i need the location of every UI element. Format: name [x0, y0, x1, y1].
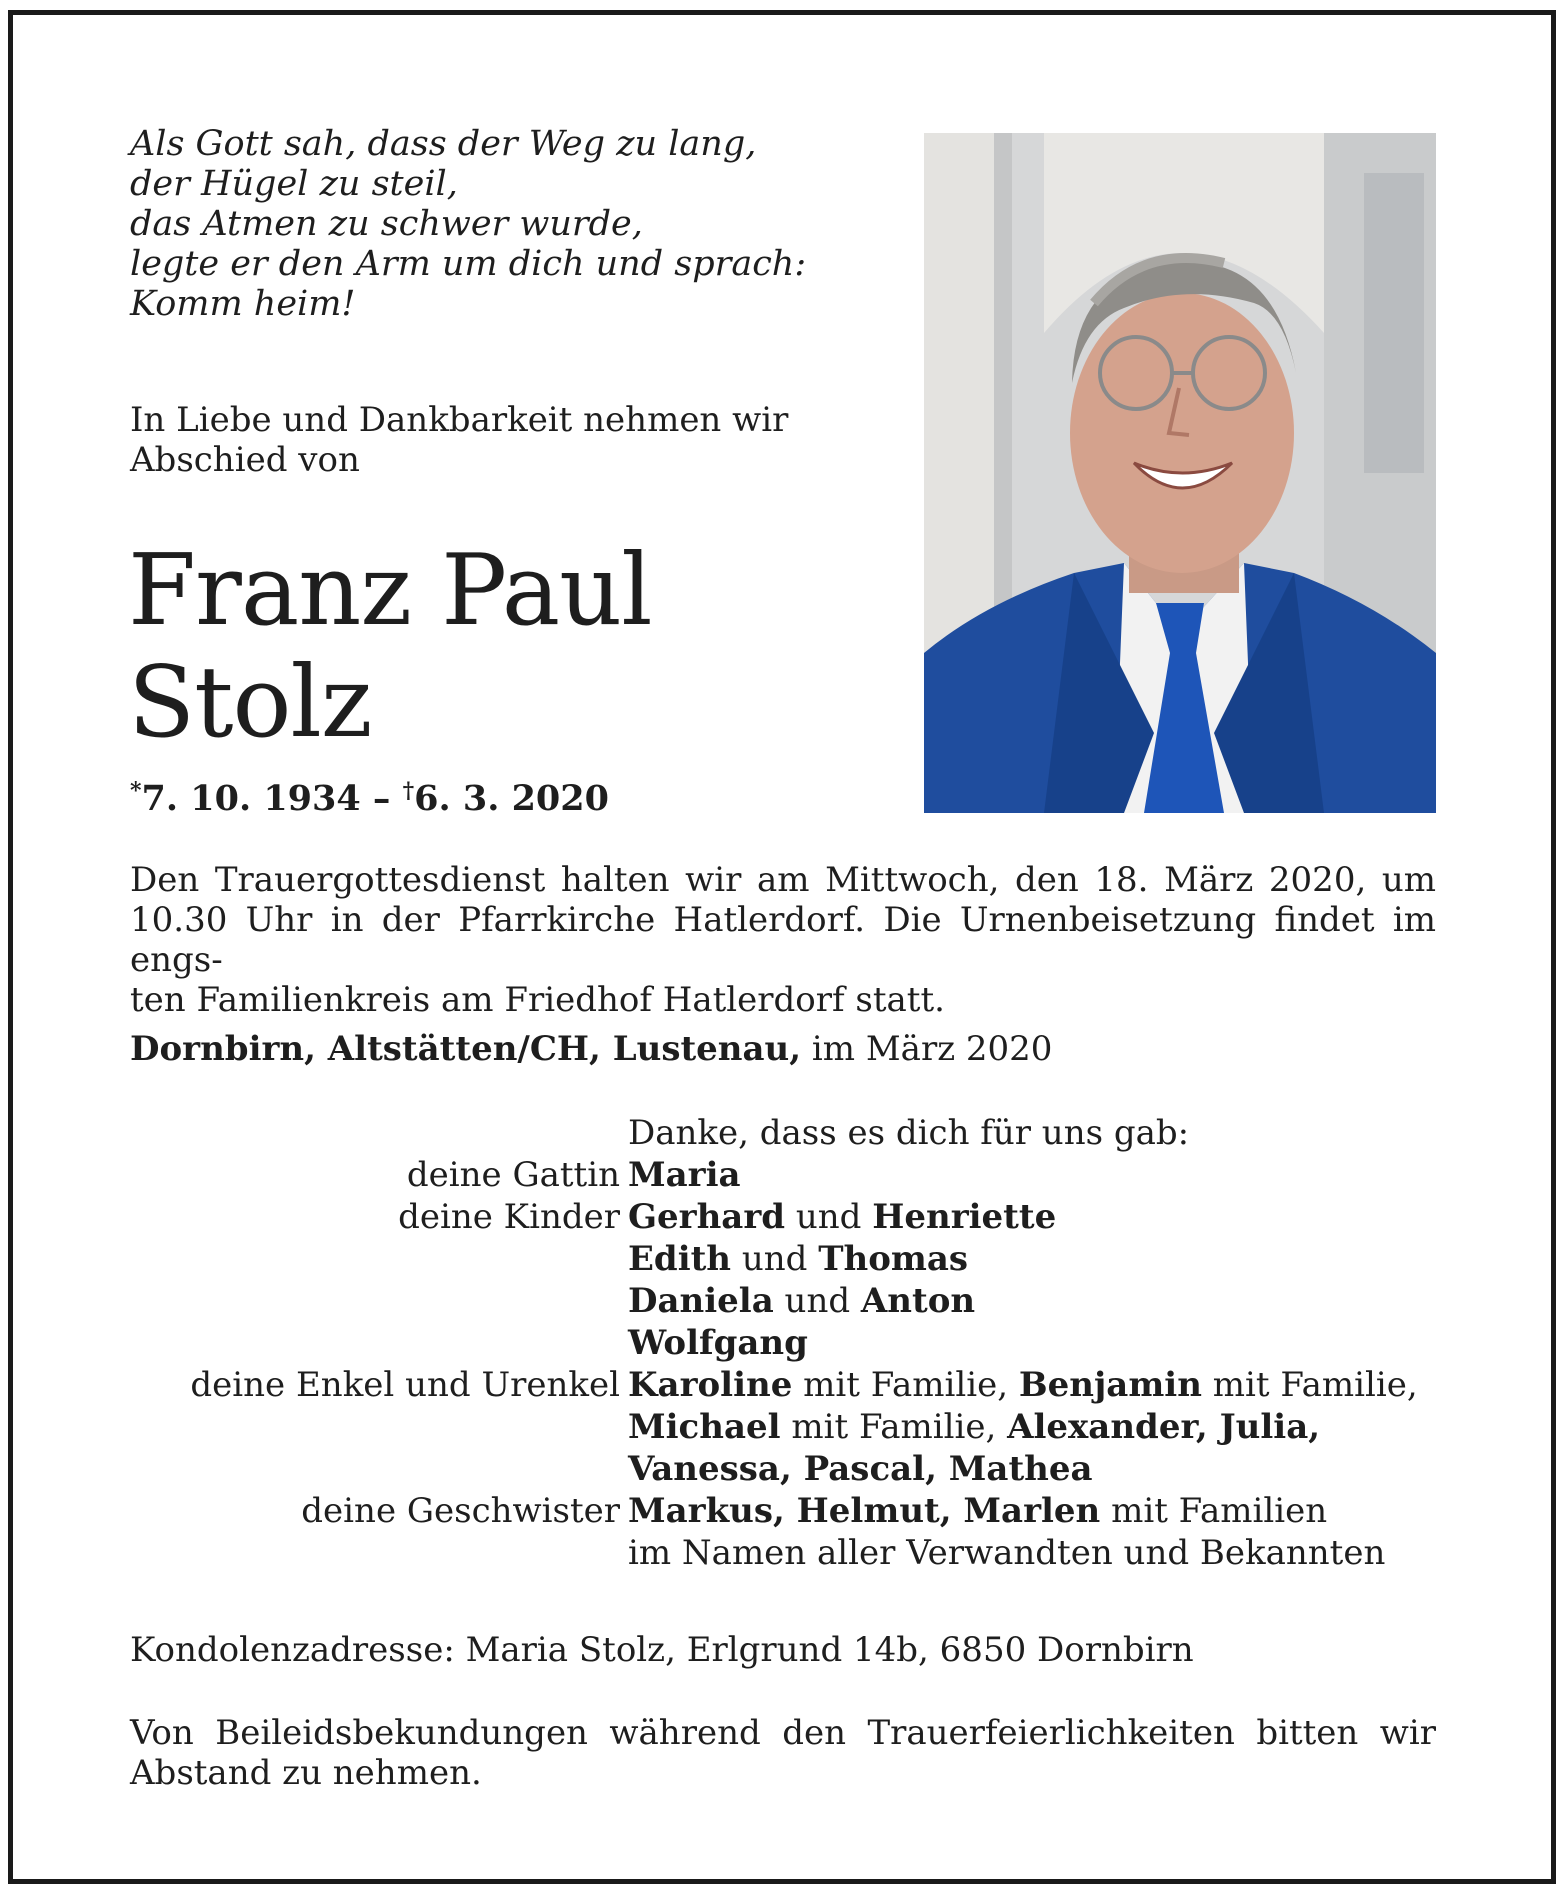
- deceased-name: [128, 535, 652, 759]
- connector: mit Familie,: [792, 1365, 1019, 1405]
- name-bold: Henriette: [872, 1197, 1057, 1237]
- kinder-row: [628, 1196, 1056, 1238]
- request-paragraph: [130, 1713, 1436, 1793]
- condolence-address: Kondolenzadresse: Maria Stolz, Erlgrund 14b, 6850 Dornbirn: [130, 1630, 1194, 1670]
- gattin-name: [628, 1154, 741, 1196]
- connector: mit Familie,: [780, 1407, 1008, 1447]
- name-bold: Wolfgang: [628, 1323, 808, 1363]
- name-bold: Maria: [628, 1155, 741, 1195]
- request-line: Abstand zu nehmen.: [130, 1753, 482, 1793]
- service-line: Den Trauergottesdienst halten wir am Mittwoch, den 18. März 2020, um: [130, 860, 1436, 900]
- request-line: Von Beileidsbekundungen während den Trauerfeierlichkeiten bitten wir: [130, 1713, 1436, 1753]
- death-date: 6. 3. 2020: [414, 778, 609, 819]
- closing-line: im Namen aller Verwandten und Bekannten: [628, 1533, 1386, 1573]
- connector: und: [773, 1281, 861, 1321]
- date-dash: –: [360, 778, 403, 819]
- enkel-row: [628, 1364, 1418, 1406]
- name-bold: Vanessa, Pascal, Mathea: [628, 1449, 1093, 1489]
- kinder-row: [628, 1238, 968, 1280]
- poem-line: Als Gott sah, dass der Weg zu lang,: [130, 124, 757, 164]
- birth-date: 7. 10. 1934: [141, 778, 361, 819]
- name-bold: Anton: [860, 1281, 976, 1321]
- enkel-label: deine Enkel und Urenkel: [190, 1365, 620, 1405]
- name-bold: Michael: [628, 1407, 781, 1447]
- place-towns: Dornbirn, Altstätten/CH, Lustenau,: [130, 1029, 802, 1069]
- life-dates: [130, 778, 609, 819]
- service-paragraph: [130, 860, 1436, 1020]
- thanks-line: Danke, dass es dich für uns gab:: [628, 1113, 1190, 1153]
- poem-line: legte er den Arm um dich und sprach:: [130, 244, 807, 284]
- enkel-row: [628, 1448, 1093, 1490]
- name-bold: Edith: [628, 1239, 732, 1279]
- poem-line: das Atmen zu schwer wurde,: [130, 204, 643, 244]
- name-bold: Karoline: [628, 1365, 793, 1405]
- name-bold: Alexander, Julia,: [1007, 1407, 1321, 1447]
- portrait-illustration: [924, 133, 1436, 813]
- gattin-label: deine Gattin: [406, 1155, 620, 1195]
- service-line: 10.30 Uhr in der Pfarrkirche Hatlerdorf. Die Urnenbeisetzung findet im engs-: [130, 900, 1436, 980]
- place-date: im März 2020: [801, 1029, 1053, 1069]
- connector: mit Familie,: [1201, 1365, 1418, 1405]
- birth-mark: *: [130, 778, 142, 804]
- last-name: Stolz: [128, 646, 372, 760]
- connector: mit Familien: [1100, 1491, 1328, 1531]
- poem: [130, 124, 806, 324]
- service-line: ten Familienkreis am Friedhof Hatlerdorf statt.: [130, 980, 945, 1020]
- death-mark: †: [402, 778, 415, 804]
- intro-text: [130, 400, 788, 480]
- kinder-row: [628, 1280, 975, 1322]
- name-bold: Daniela: [628, 1281, 774, 1321]
- name-bold: Markus, Helmut, Marlen: [628, 1491, 1101, 1531]
- kinder-label: deine Kinder: [398, 1197, 620, 1237]
- geschwister-row: [628, 1490, 1327, 1532]
- place-line: [130, 1029, 1436, 1069]
- geschwister-label: deine Geschwister: [301, 1491, 620, 1531]
- intro-line: In Liebe und Dankbarkeit nehmen wir: [130, 400, 789, 440]
- name-bold: Gerhard: [628, 1197, 786, 1237]
- connector: und: [785, 1197, 873, 1237]
- first-name: Franz Paul: [128, 534, 652, 648]
- kinder-row: [628, 1322, 808, 1364]
- poem-line: Komm heim!: [130, 284, 356, 324]
- intro-line: Abschied von: [130, 440, 360, 480]
- name-bold: Benjamin: [1018, 1365, 1202, 1405]
- enkel-row: [628, 1406, 1320, 1448]
- portrait-photo: [924, 133, 1436, 813]
- poem-line: der Hügel zu steil,: [130, 164, 458, 204]
- name-bold: Thomas: [818, 1239, 969, 1279]
- connector: und: [731, 1239, 819, 1279]
